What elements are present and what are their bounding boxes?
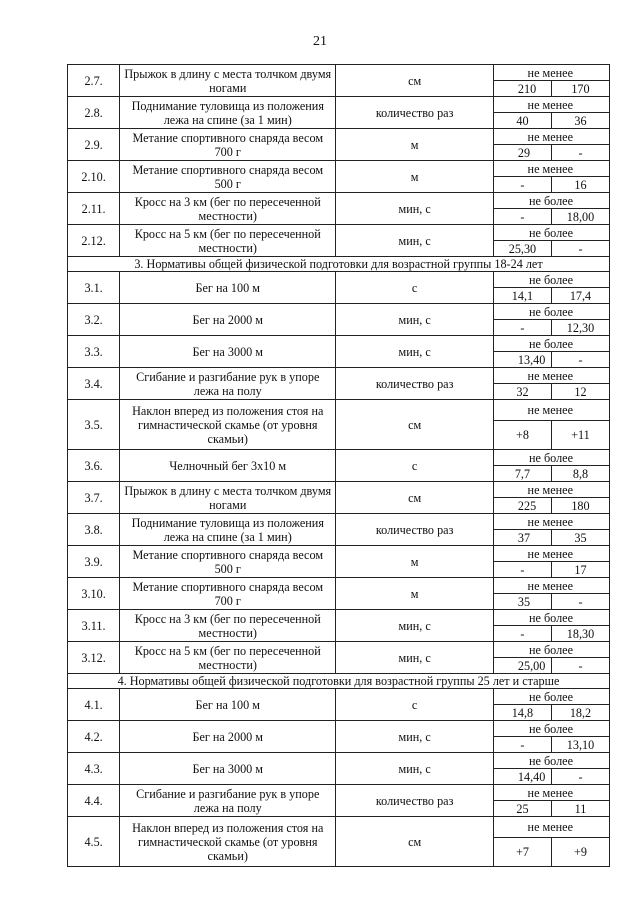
norm-value-women: 18,30 [551,626,609,642]
norm-value-men: 14,8 [493,705,551,721]
exercise-name: Бег на 100 м [120,272,336,304]
exercise-name: Сгибание и разгибание рук в упоре лежа на полу [120,785,336,817]
table-row [68,161,610,177]
table-row [68,642,610,658]
exercise-name: Бег на 100 м [120,689,336,721]
norm-value-men: 210 [493,81,551,97]
section-header-row [68,674,610,689]
norm-value-women: 13,10 [551,737,609,753]
norm-value-men: +8 [493,421,551,450]
section-header-row [68,257,610,272]
norm-condition: не более [493,450,609,466]
table-row [68,65,610,81]
section-title: 4. Нормативы общей физической подготовки для возрастной группы 25 лет и старше [68,674,610,689]
norm-value-men: 13,40 [493,352,551,368]
exercise-name: Бег на 3000 м [120,336,336,368]
unit-of-measure: мин, с [336,753,494,785]
standards-table [67,64,610,867]
unit-of-measure: м [336,578,494,610]
table-row [68,546,610,562]
table-row [68,753,610,769]
norm-value-women: - [551,145,609,161]
unit-of-measure: мин, с [336,193,494,225]
exercise-name: Кросс на 5 км (бег по пересеченной местности) [120,225,336,257]
unit-of-measure: м [336,129,494,161]
exercise-name: Бег на 2000 м [120,304,336,336]
norm-value-women: 8,8 [551,466,609,482]
norm-value-women: 12,30 [551,320,609,336]
exercise-name: Метание спортивного снаряда весом 700 г [120,578,336,610]
table-row [68,785,610,801]
norm-condition: не менее [493,785,609,801]
norm-value-women: 18,2 [551,705,609,721]
norm-condition: не менее [493,65,609,81]
norm-condition: не более [493,304,609,320]
unit-of-measure: количество раз [336,514,494,546]
unit-of-measure: с [336,450,494,482]
unit-of-measure: мин, с [336,304,494,336]
norm-value-men: - [493,320,551,336]
norm-value-women: 35 [551,530,609,546]
unit-of-measure: м [336,161,494,193]
norm-condition: не более [493,753,609,769]
norm-condition: не менее [493,129,609,145]
norm-value-women: - [551,658,609,674]
item-number: 4.3. [68,753,120,785]
norm-condition: не более [493,272,609,288]
norm-value-women: - [551,769,609,785]
norm-condition: не менее [493,368,609,384]
table-row [68,450,610,466]
norm-condition: не менее [493,578,609,594]
norm-condition: не менее [493,514,609,530]
standards-table-body [68,65,610,867]
exercise-name: Челночный бег 3х10 м [120,450,336,482]
item-number: 4.1. [68,689,120,721]
norm-condition: не более [493,336,609,352]
unit-of-measure: мин, с [336,721,494,753]
exercise-name: Наклон вперед из положения стоя на гимнастической скамье (от уровня скамьи) [120,400,336,450]
item-number: 3.1. [68,272,120,304]
norm-value-men: 32 [493,384,551,400]
table-row [68,514,610,530]
item-number: 2.11. [68,193,120,225]
norm-value-men: 225 [493,498,551,514]
item-number: 3.2. [68,304,120,336]
norm-value-women: 170 [551,81,609,97]
exercise-name: Метание спортивного снаряда весом 500 г [120,161,336,193]
norm-value-men: 7,7 [493,466,551,482]
norm-value-women: 36 [551,113,609,129]
item-number: 2.7. [68,65,120,97]
table-row [68,817,610,838]
unit-of-measure: мин, с [336,610,494,642]
exercise-name: Кросс на 3 км (бег по пересеченной местности) [120,193,336,225]
unit-of-measure: с [336,272,494,304]
item-number: 2.9. [68,129,120,161]
unit-of-measure: с [336,689,494,721]
unit-of-measure: см [336,400,494,450]
unit-of-measure: количество раз [336,785,494,817]
norm-condition: не более [493,721,609,737]
item-number: 2.10. [68,161,120,193]
table-row [68,272,610,288]
unit-of-measure: см [336,817,494,867]
item-number: 3.8. [68,514,120,546]
unit-of-measure: см [336,482,494,514]
unit-of-measure: количество раз [336,368,494,400]
table-row [68,578,610,594]
unit-of-measure: количество раз [336,97,494,129]
exercise-name: Метание спортивного снаряда весом 500 г [120,546,336,578]
norm-value-men: 29 [493,145,551,161]
unit-of-measure: мин, с [336,225,494,257]
norm-value-women: 17 [551,562,609,578]
exercise-name: Наклон вперед из положения стоя на гимнастической скамье (от уровня скамьи) [120,817,336,867]
norm-value-men: - [493,562,551,578]
exercise-name: Сгибание и разгибание рук в упоре лежа на полу [120,368,336,400]
item-number: 2.12. [68,225,120,257]
item-number: 3.6. [68,450,120,482]
table-row [68,193,610,209]
unit-of-measure: см [336,65,494,97]
table-row [68,482,610,498]
norm-condition: не менее [493,161,609,177]
norm-condition: не более [493,193,609,209]
norm-value-women: - [551,352,609,368]
table-row [68,129,610,145]
norm-value-women: - [551,241,609,257]
norm-value-men: 40 [493,113,551,129]
norm-condition: не более [493,642,609,658]
unit-of-measure: мин, с [336,642,494,674]
table-row [68,368,610,384]
norm-condition: не более [493,689,609,705]
norm-condition: не более [493,610,609,626]
norm-value-women: 11 [551,801,609,817]
item-number: 2.8. [68,97,120,129]
norm-condition: не менее [493,546,609,562]
norm-condition: не более [493,225,609,241]
item-number: 4.2. [68,721,120,753]
section-title: 3. Нормативы общей физической подготовки для возрастной группы 18-24 лет [68,257,610,272]
norm-value-men: 25 [493,801,551,817]
unit-of-measure: мин, с [336,336,494,368]
norm-value-men: - [493,737,551,753]
exercise-name: Поднимание туловища из положения лежа на спине (за 1 мин) [120,97,336,129]
unit-of-measure: м [336,546,494,578]
norm-value-women: - [551,594,609,610]
exercise-name: Прыжок в длину с места толчком двумя ногами [120,65,336,97]
exercise-name: Поднимание туловища из положения лежа на спине (за 1 мин) [120,514,336,546]
item-number: 3.3. [68,336,120,368]
table-row [68,721,610,737]
norm-condition: не менее [493,482,609,498]
item-number: 4.5. [68,817,120,867]
table-row [68,225,610,241]
norm-value-men: - [493,209,551,225]
table-row [68,304,610,320]
item-number: 3.10. [68,578,120,610]
norm-value-men: 25,00 [493,658,551,674]
norm-value-men: - [493,626,551,642]
item-number: 3.5. [68,400,120,450]
exercise-name: Бег на 3000 м [120,753,336,785]
norm-value-women: 16 [551,177,609,193]
norm-value-men: +7 [493,838,551,867]
item-number: 3.9. [68,546,120,578]
table-row [68,97,610,113]
norm-value-women: 18,00 [551,209,609,225]
norm-value-women: +11 [551,421,609,450]
item-number: 4.4. [68,785,120,817]
page-number: 21 [313,34,327,49]
norm-value-women: 180 [551,498,609,514]
item-number: 3.12. [68,642,120,674]
norm-value-women: 12 [551,384,609,400]
norm-value-women: 17,4 [551,288,609,304]
exercise-name: Метание спортивного снаряда весом 700 г [120,129,336,161]
norm-condition: не менее [493,817,609,838]
item-number: 3.7. [68,482,120,514]
norm-value-women: +9 [551,838,609,867]
item-number: 3.4. [68,368,120,400]
norm-value-men: 14,40 [493,769,551,785]
table-row [68,400,610,421]
table-row [68,336,610,352]
table-row [68,610,610,626]
exercise-name: Бег на 2000 м [120,721,336,753]
norm-condition: не менее [493,400,609,421]
norm-value-men: 37 [493,530,551,546]
exercise-name: Кросс на 5 км (бег по пересеченной местности) [120,642,336,674]
table-row [68,689,610,705]
exercise-name: Кросс на 3 км (бег по пересеченной местности) [120,610,336,642]
exercise-name: Прыжок в длину с места толчком двумя ногами [120,482,336,514]
norm-value-men: 25,30 [493,241,551,257]
item-number: 3.11. [68,610,120,642]
norm-condition: не менее [493,97,609,113]
norm-value-men: 14,1 [493,288,551,304]
norm-value-men: - [493,177,551,193]
norm-value-men: 35 [493,594,551,610]
